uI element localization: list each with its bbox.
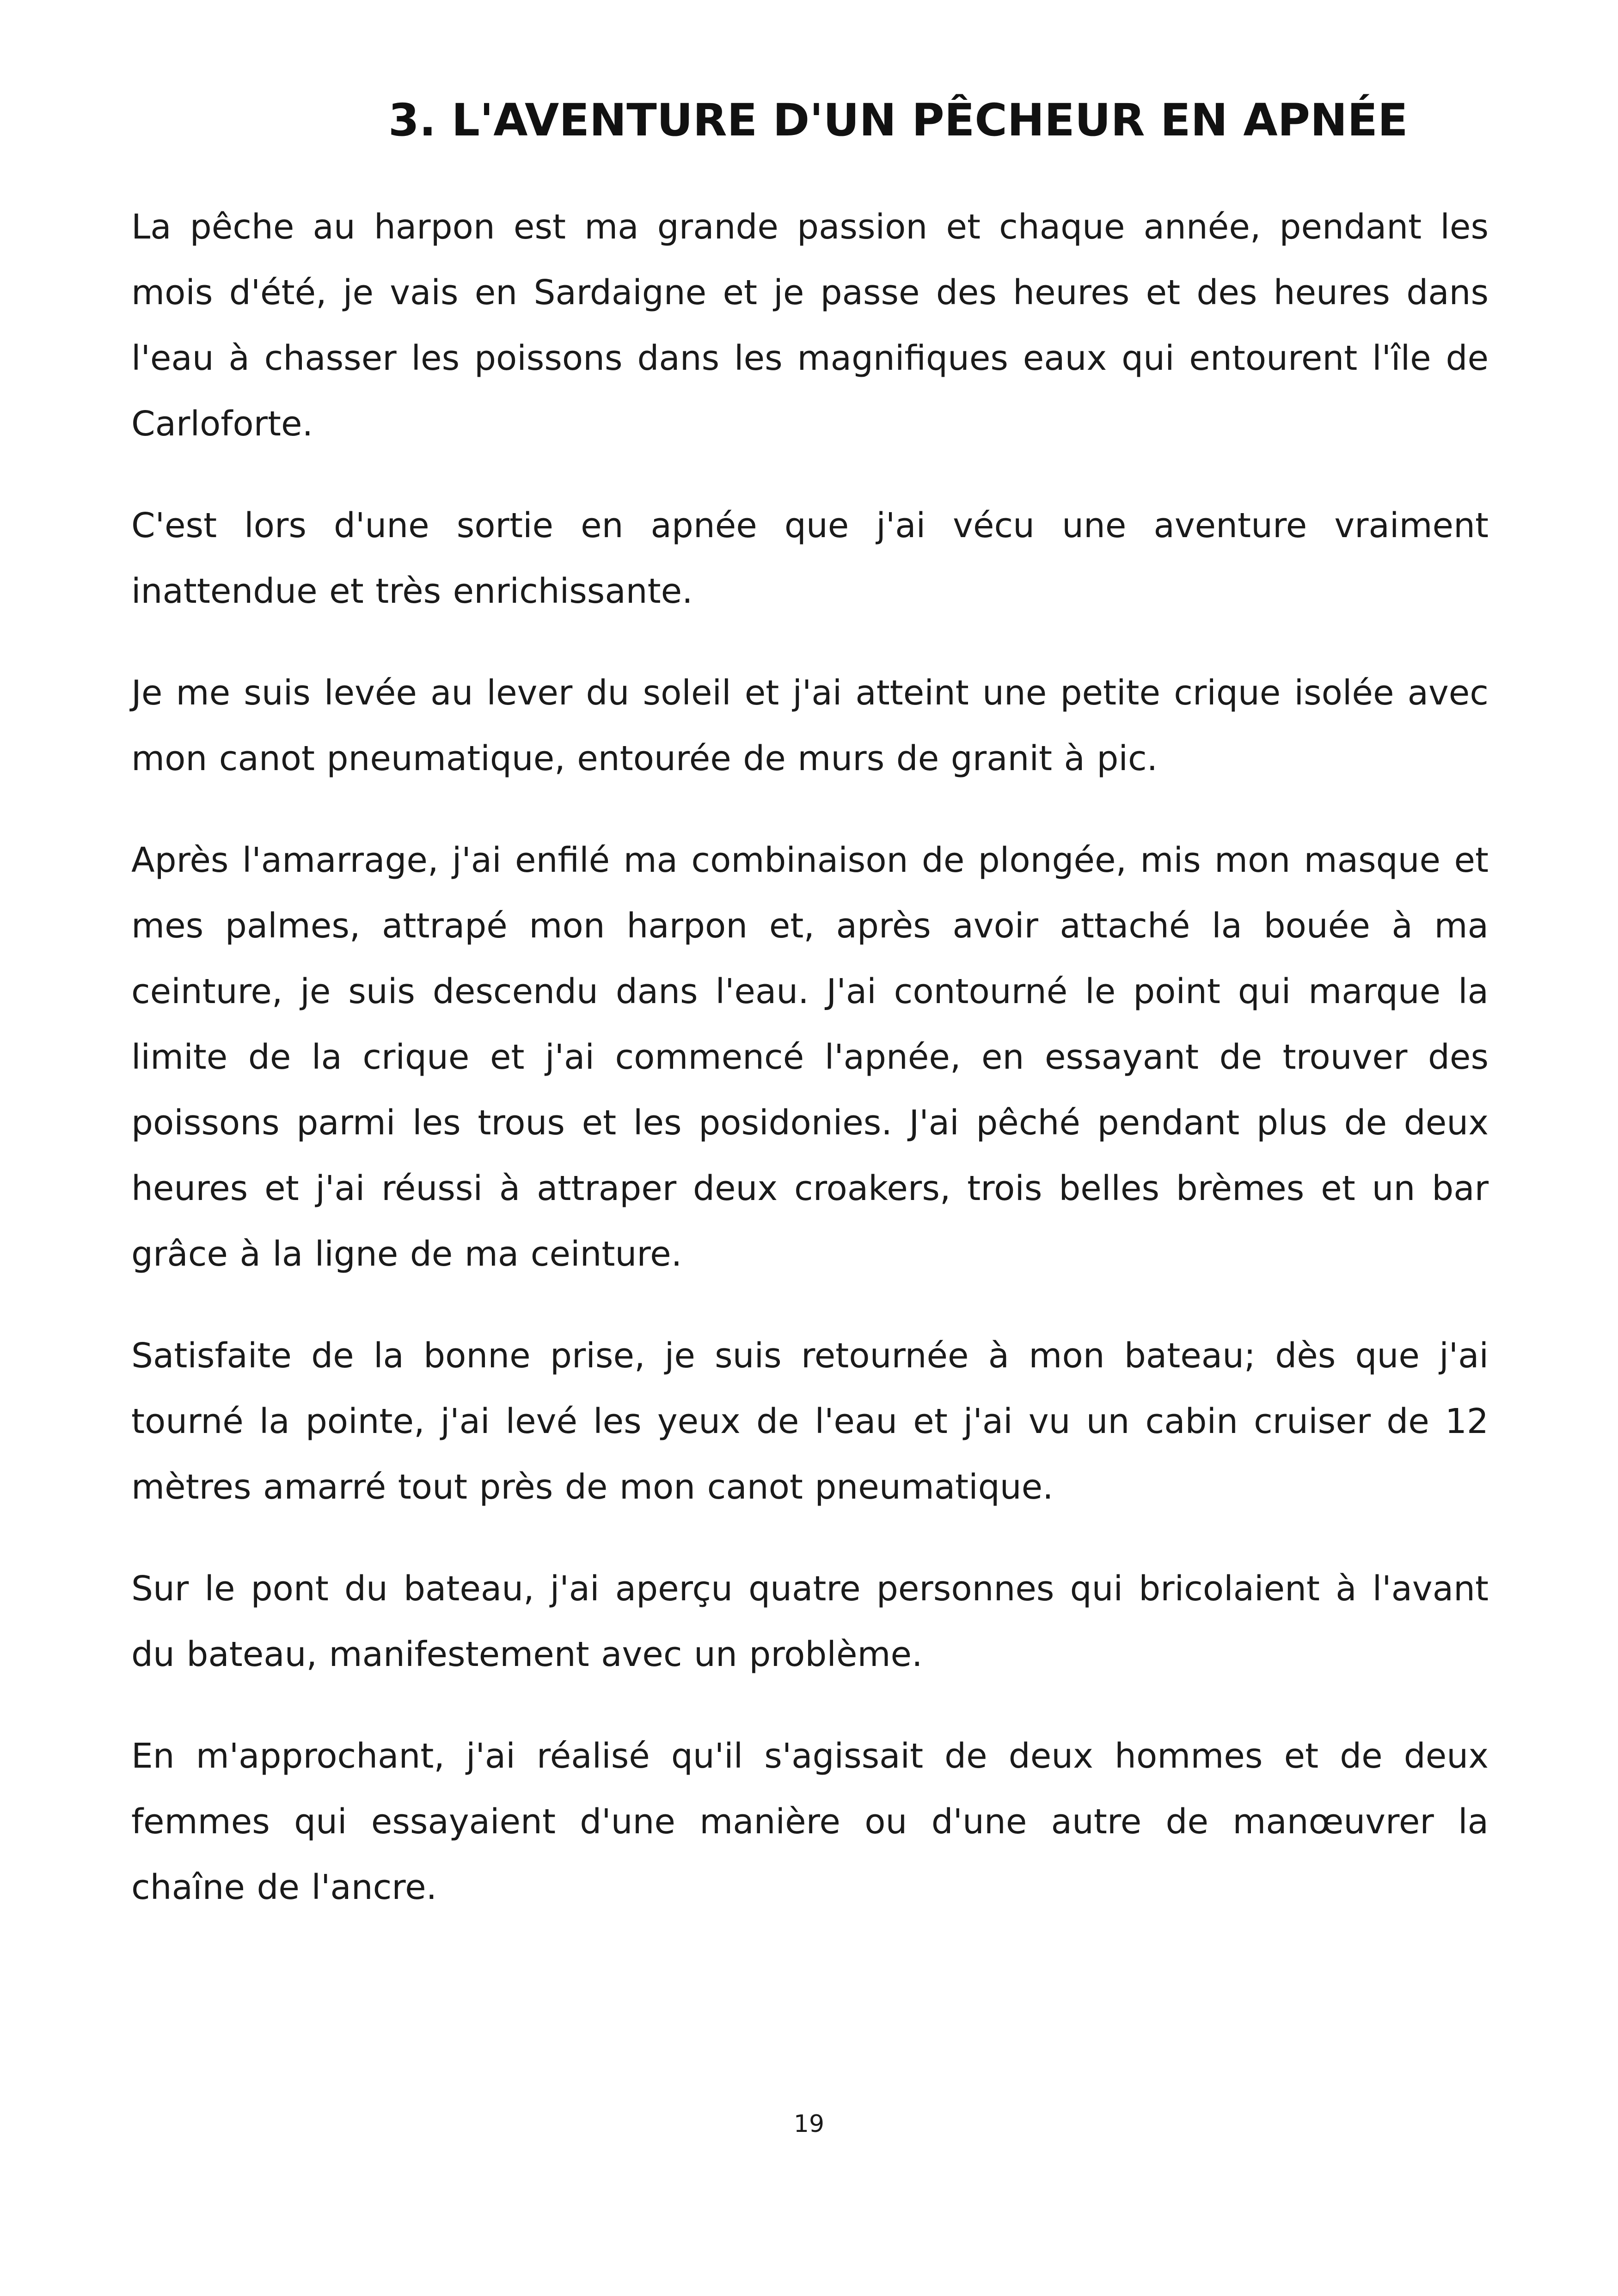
paragraph-3: Je me suis levée au lever du soleil et j'ai atteint une petite crique isolée avec mon canot pneumatique, entourée de murs de granit à pic. — [131, 673, 1489, 778]
chapter-title: 3. L'AVENTURE D'UN PÊCHEUR EN APNÉE — [388, 94, 1408, 146]
paragraph-5: Satisfaite de la bonne prise, je suis retournée à mon bateau; dès que j'ai tourné la pointe, j'ai levé les yeux de l'eau et j'ai vu un cabin cruiser de 12 mètres amarré tout près de mon canot pneumatique. — [131, 1336, 1489, 1507]
paragraph-2: C'est lors d'une sortie en apnée que j'ai vécu une aventure vraiment inattendue et très enrichissante. — [131, 506, 1489, 611]
paragraph-7: En m'approchant, j'ai réalisé qu'il s'agissait de deux hommes et de deux femmes qui essayaient d'une manière ou d'une autre de manœuvrer la chaîne de l'ancre. — [131, 1736, 1489, 1907]
body-text — [131, 194, 1489, 1956]
paragraph-1: La pêche au harpon est ma grande passion et chaque année, pendant les mois d'été, je vais en Sardaigne et je passe des heures et des heures dans l'eau à chasser les poissons dans les magnifiques eaux qui entourent l'île de Carloforte. — [131, 207, 1489, 444]
paragraph-4: Après l'amarrage, j'ai enfilé ma combinaison de plongée, mis mon masque et mes palmes, attrapé mon harpon et, après avoir attaché la bouée à ma ceinture, je suis descendu dans l'eau. J'ai contourné le point qui marque la limite de la crique et j'ai commencé l'apnée, en essayant de trouver des poissons parmi les trous et les posidonies. J'ai pêché pendant plus de deux heures et j'ai réussi à attraper deux croakers, trois belles brèmes et un bar grâce à la ligne de ma ceinture. — [131, 840, 1489, 1274]
paragraph-6: Sur le pont du bateau, j'ai aperçu quatre personnes qui bricolaient à l'avant du bateau, manifestement avec un problème. — [131, 1569, 1489, 1674]
page-number: 19 — [793, 2110, 825, 2138]
